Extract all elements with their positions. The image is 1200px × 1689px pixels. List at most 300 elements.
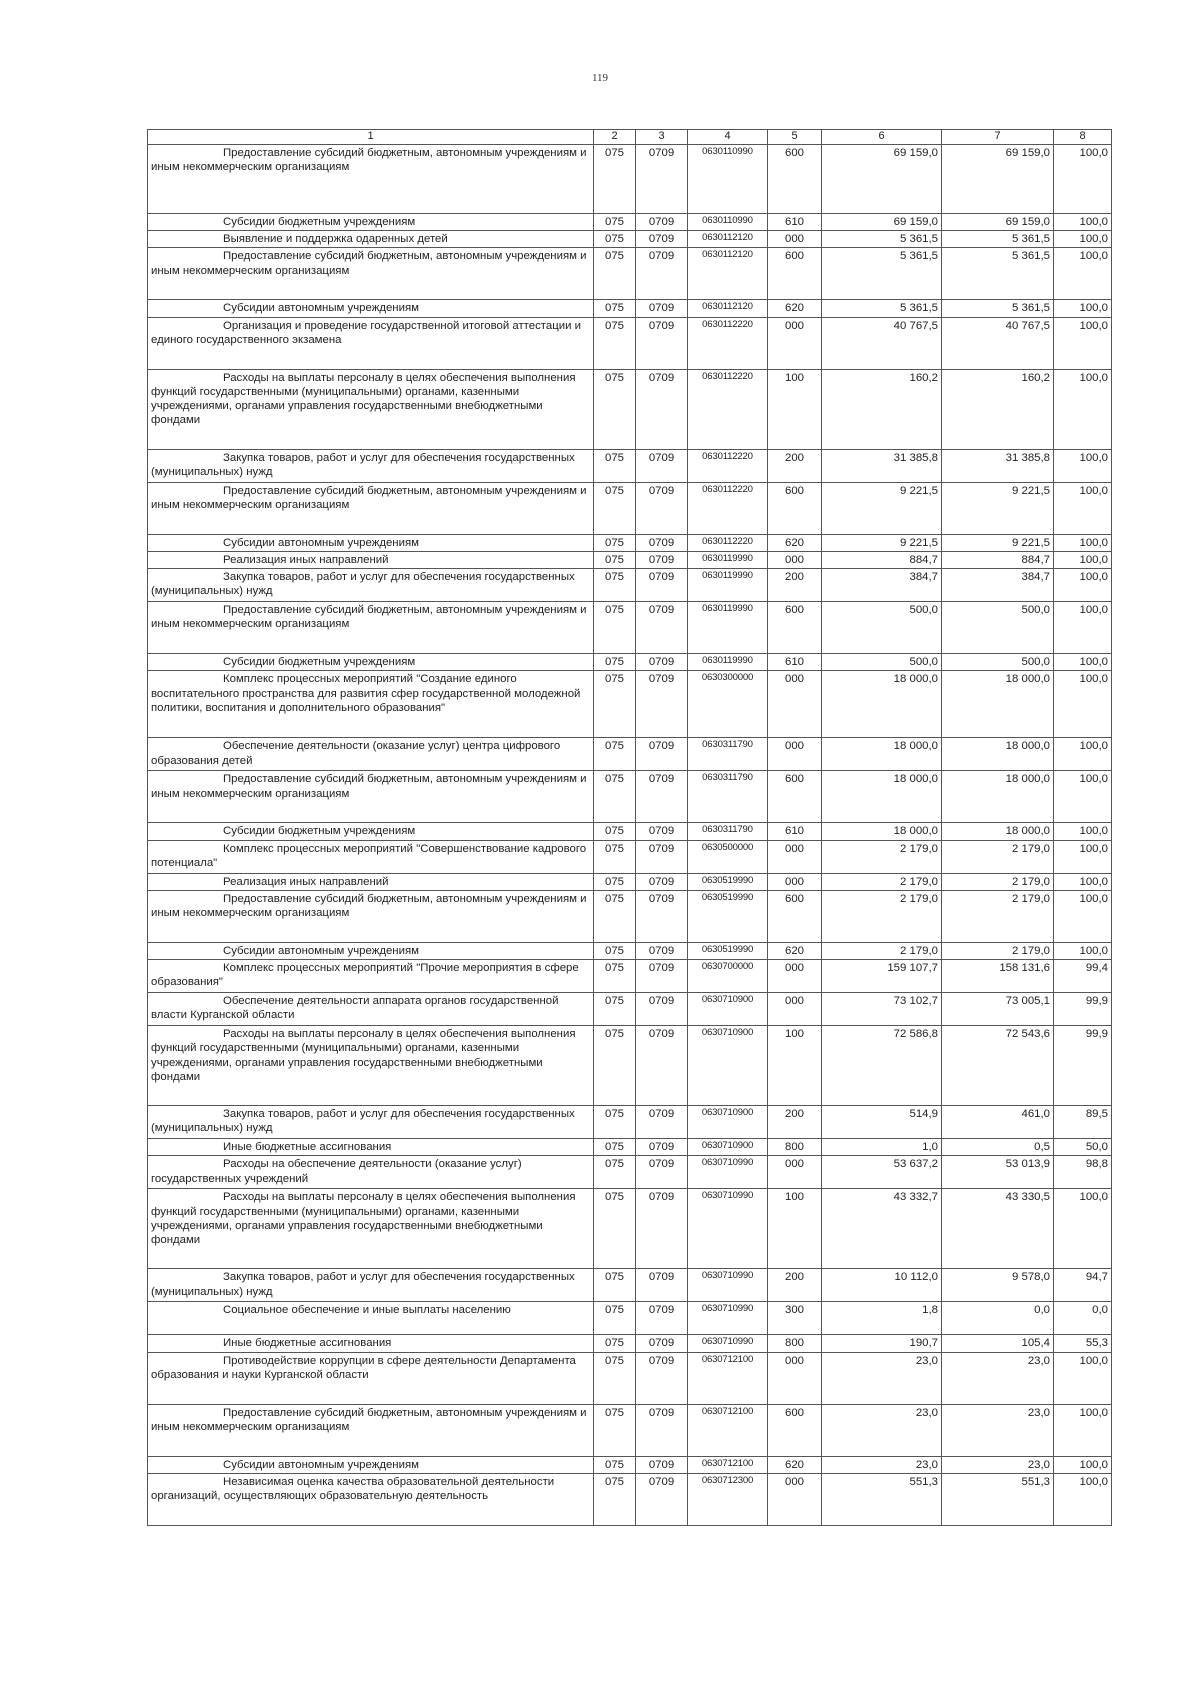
- admin-code: 075: [594, 1106, 636, 1139]
- execution-percent: 100,0: [1054, 144, 1112, 213]
- expense-type-code: 620: [768, 300, 822, 317]
- admin-code: 075: [594, 1139, 636, 1156]
- actual-amount: 2 179,0: [942, 890, 1054, 942]
- target-article-code: 0630311790: [688, 823, 768, 840]
- admin-code: 075: [594, 482, 636, 534]
- expense-type-code: 200: [768, 449, 822, 482]
- section-code: 0709: [636, 1156, 688, 1189]
- row-name-text: Субсидии автономным учреждениям: [223, 1458, 419, 1471]
- target-article-code: 0630300000: [688, 671, 768, 738]
- target-article-code: 0630112220: [688, 317, 768, 369]
- section-code: 0709: [636, 890, 688, 942]
- planned-amount: 10 112,0: [822, 1269, 942, 1302]
- planned-amount: 159 107,7: [822, 960, 942, 993]
- planned-amount: 23,0: [822, 1456, 942, 1473]
- expense-type-code: 000: [768, 231, 822, 248]
- target-article-code: 0630112220: [688, 449, 768, 482]
- expense-type-code: 200: [768, 1106, 822, 1139]
- admin-code: 075: [594, 369, 636, 449]
- section-code: 0709: [636, 1139, 688, 1156]
- target-article-code: 0630112220: [688, 482, 768, 534]
- target-article-code: 0630710900: [688, 993, 768, 1026]
- row-name-text: Комплекс процессных мероприятий "Совершенствование кадрового потенциала": [151, 842, 587, 869]
- expense-type-code: 000: [768, 960, 822, 993]
- execution-percent: 99,9: [1054, 1026, 1112, 1106]
- table-row: [148, 1302, 1112, 1335]
- expense-type-code: 600: [768, 248, 822, 300]
- row-name: [148, 213, 594, 230]
- admin-code: 075: [594, 771, 636, 823]
- section-code: 0709: [636, 771, 688, 823]
- row-name: [148, 144, 594, 213]
- execution-percent: 98,8: [1054, 1156, 1112, 1189]
- section-code: 0709: [636, 213, 688, 230]
- planned-amount: 23,0: [822, 1404, 942, 1456]
- admin-code: 075: [594, 300, 636, 317]
- expense-type-code: 000: [768, 1352, 822, 1404]
- row-name-text: Организация и проведение государственной итоговой аттестации и единого государственного экзамена: [151, 319, 581, 346]
- row-name-text: Комплекс процессных мероприятий "Создание единого воспитательного пространства для развития сфер государственной молодежной политики, воспитания и дополнительного образования": [151, 673, 581, 714]
- row-name-text: Обеспечение деятельности (оказание услуг) центра цифрового образования детей: [151, 740, 561, 767]
- expense-type-code: 610: [768, 213, 822, 230]
- planned-amount: 72 586,8: [822, 1026, 942, 1106]
- admin-code: 075: [594, 144, 636, 213]
- planned-amount: 551,3: [822, 1473, 942, 1525]
- actual-amount: 2 179,0: [942, 942, 1054, 959]
- table-row: [148, 248, 1112, 300]
- row-name-text: Субсидии бюджетным учреждениям: [223, 656, 416, 668]
- actual-amount: 72 543,6: [942, 1026, 1054, 1106]
- admin-code: 075: [594, 1473, 636, 1525]
- row-name: [148, 482, 594, 534]
- section-code: 0709: [636, 1335, 688, 1352]
- target-article-code: 0630119990: [688, 602, 768, 654]
- actual-amount: 31 385,8: [942, 449, 1054, 482]
- target-article-code: 0630119990: [688, 569, 768, 602]
- row-name-text: Выявление и поддержка одаренных детей: [223, 233, 448, 245]
- section-code: 0709: [636, 1269, 688, 1302]
- execution-percent: 100,0: [1054, 840, 1112, 873]
- budget-table: [147, 129, 1112, 1526]
- table-row: [148, 369, 1112, 449]
- planned-amount: 5 361,5: [822, 300, 942, 317]
- target-article-code: 0630710900: [688, 1139, 768, 1156]
- row-name: [148, 1473, 594, 1525]
- target-article-code: 0630112120: [688, 231, 768, 248]
- row-name: [148, 231, 594, 248]
- row-name: [148, 1352, 594, 1404]
- execution-percent: 100,0: [1054, 823, 1112, 840]
- expense-type-code: 000: [768, 1156, 822, 1189]
- execution-percent: 100,0: [1054, 1352, 1112, 1404]
- admin-code: 075: [594, 960, 636, 993]
- section-code: 0709: [636, 551, 688, 568]
- execution-percent: 99,4: [1054, 960, 1112, 993]
- target-article-code: 0630112120: [688, 248, 768, 300]
- row-name: [148, 248, 594, 300]
- section-code: 0709: [636, 1456, 688, 1473]
- actual-amount: 5 361,5: [942, 248, 1054, 300]
- expense-type-code: 620: [768, 942, 822, 959]
- section-code: 0709: [636, 569, 688, 602]
- execution-percent: 100,0: [1054, 654, 1112, 671]
- admin-code: 075: [594, 1404, 636, 1456]
- admin-code: 075: [594, 317, 636, 369]
- planned-amount: 18 000,0: [822, 738, 942, 771]
- row-name: [148, 1156, 594, 1189]
- execution-percent: 0,0: [1054, 1302, 1112, 1335]
- table-row: [148, 317, 1112, 369]
- execution-percent: 100,0: [1054, 1456, 1112, 1473]
- target-article-code: 0630710990: [688, 1156, 768, 1189]
- expense-type-code: 300: [768, 1302, 822, 1335]
- row-name: [148, 449, 594, 482]
- row-name: [148, 671, 594, 738]
- actual-amount: 53 013,9: [942, 1156, 1054, 1189]
- admin-code: 075: [594, 1269, 636, 1302]
- target-article-code: 0630112220: [688, 534, 768, 551]
- row-name-text: Закупка товаров, работ и услуг для обеспечения государственных (муниципальных) нужд: [151, 1108, 575, 1135]
- row-name-text: Закупка товаров, работ и услуг для обеспечения государственных (муниципальных) нужд: [151, 571, 575, 598]
- section-code: 0709: [636, 1473, 688, 1525]
- planned-amount: 18 000,0: [822, 671, 942, 738]
- section-code: 0709: [636, 654, 688, 671]
- actual-amount: 73 005,1: [942, 993, 1054, 1026]
- row-name: [148, 942, 594, 959]
- target-article-code: 0630710900: [688, 1106, 768, 1139]
- expense-type-code: 800: [768, 1139, 822, 1156]
- target-article-code: 0630112120: [688, 300, 768, 317]
- row-name: [148, 300, 594, 317]
- target-article-code: 0630110990: [688, 144, 768, 213]
- row-name-text: Независимая оценка качества образовательной деятельности организаций, осуществляющих образовательную деятельность: [151, 1475, 555, 1502]
- column-header: 5: [768, 130, 822, 145]
- target-article-code: 0630700000: [688, 960, 768, 993]
- actual-amount: 0,0: [942, 1302, 1054, 1335]
- planned-amount: 53 637,2: [822, 1156, 942, 1189]
- planned-amount: 69 159,0: [822, 213, 942, 230]
- admin-code: 075: [594, 993, 636, 1026]
- execution-percent: 94,7: [1054, 1269, 1112, 1302]
- section-code: 0709: [636, 482, 688, 534]
- expense-type-code: 000: [768, 551, 822, 568]
- section-code: 0709: [636, 960, 688, 993]
- column-header: 7: [942, 130, 1054, 145]
- section-code: 0709: [636, 369, 688, 449]
- target-article-code: 0630710900: [688, 1026, 768, 1106]
- execution-percent: 100,0: [1054, 738, 1112, 771]
- execution-percent: 100,0: [1054, 671, 1112, 738]
- planned-amount: 43 332,7: [822, 1189, 942, 1269]
- planned-amount: 500,0: [822, 602, 942, 654]
- expense-type-code: 200: [768, 1269, 822, 1302]
- expense-type-code: 100: [768, 369, 822, 449]
- row-name: [148, 738, 594, 771]
- execution-percent: 100,0: [1054, 317, 1112, 369]
- row-name: [148, 840, 594, 873]
- row-name: [148, 771, 594, 823]
- expense-type-code: 620: [768, 1456, 822, 1473]
- admin-code: 075: [594, 671, 636, 738]
- column-header-row: [148, 130, 1112, 145]
- target-article-code: 0630710990: [688, 1189, 768, 1269]
- row-name-text: Предоставление субсидий бюджетным, автономным учреждениям и иным некоммерческим организациям: [151, 146, 587, 173]
- row-name: [148, 993, 594, 1026]
- admin-code: 075: [594, 654, 636, 671]
- planned-amount: 2 179,0: [822, 873, 942, 890]
- expense-type-code: 610: [768, 654, 822, 671]
- row-name: [148, 1139, 594, 1156]
- expense-type-code: 600: [768, 890, 822, 942]
- actual-amount: 69 159,0: [942, 213, 1054, 230]
- actual-amount: 384,7: [942, 569, 1054, 602]
- planned-amount: 1,0: [822, 1139, 942, 1156]
- row-name: [148, 890, 594, 942]
- table-row: [148, 300, 1112, 317]
- admin-code: 075: [594, 1189, 636, 1269]
- execution-percent: 89,5: [1054, 1106, 1112, 1139]
- row-name-text: Субсидии автономным учреждениям: [223, 536, 419, 549]
- planned-amount: 2 179,0: [822, 942, 942, 959]
- expense-type-code: 610: [768, 823, 822, 840]
- admin-code: 075: [594, 231, 636, 248]
- actual-amount: 551,3: [942, 1473, 1054, 1525]
- actual-amount: 43 330,5: [942, 1189, 1054, 1269]
- actual-amount: 23,0: [942, 1456, 1054, 1473]
- target-article-code: 0630519990: [688, 890, 768, 942]
- section-code: 0709: [636, 449, 688, 482]
- section-code: 0709: [636, 1026, 688, 1106]
- row-name-text: Закупка товаров, работ и услуг для обеспечения государственных (муниципальных) нужд: [151, 1271, 575, 1298]
- admin-code: 075: [594, 551, 636, 568]
- column-header: 6: [822, 130, 942, 145]
- row-name-text: Субсидии бюджетным учреждениям: [223, 825, 416, 838]
- execution-percent: 100,0: [1054, 1473, 1112, 1525]
- table-row: [148, 654, 1112, 671]
- planned-amount: 9 221,5: [822, 482, 942, 534]
- row-name-text: Реализация иных направлений: [223, 553, 389, 566]
- table-row: [148, 551, 1112, 568]
- table-row: [148, 1473, 1112, 1525]
- row-name: [148, 1189, 594, 1269]
- actual-amount: 461,0: [942, 1106, 1054, 1139]
- admin-code: 075: [594, 1456, 636, 1473]
- target-article-code: 0630311790: [688, 771, 768, 823]
- table-row: [148, 449, 1112, 482]
- actual-amount: 105,4: [942, 1335, 1054, 1352]
- row-name: [148, 654, 594, 671]
- table-row: [148, 960, 1112, 993]
- expense-type-code: 200: [768, 569, 822, 602]
- expense-type-code: 000: [768, 671, 822, 738]
- section-code: 0709: [636, 534, 688, 551]
- execution-percent: 100,0: [1054, 1189, 1112, 1269]
- row-name: [148, 823, 594, 840]
- row-name: [148, 960, 594, 993]
- column-header: 1: [148, 130, 594, 145]
- planned-amount: 18 000,0: [822, 823, 942, 840]
- execution-percent: 100,0: [1054, 873, 1112, 890]
- target-article-code: 0630119990: [688, 654, 768, 671]
- admin-code: 075: [594, 840, 636, 873]
- admin-code: 075: [594, 602, 636, 654]
- execution-percent: 99,9: [1054, 993, 1112, 1026]
- actual-amount: 18 000,0: [942, 823, 1054, 840]
- target-article-code: 0630112220: [688, 369, 768, 449]
- admin-code: 075: [594, 890, 636, 942]
- actual-amount: 9 578,0: [942, 1269, 1054, 1302]
- row-name: [148, 569, 594, 602]
- section-code: 0709: [636, 840, 688, 873]
- row-name: [148, 1335, 594, 1352]
- execution-percent: 100,0: [1054, 482, 1112, 534]
- execution-percent: 100,0: [1054, 551, 1112, 568]
- row-name: [148, 1404, 594, 1456]
- actual-amount: 0,5: [942, 1139, 1054, 1156]
- target-article-code: 0630712300: [688, 1473, 768, 1525]
- admin-code: 075: [594, 449, 636, 482]
- section-code: 0709: [636, 602, 688, 654]
- actual-amount: 2 179,0: [942, 873, 1054, 890]
- planned-amount: 40 767,5: [822, 317, 942, 369]
- planned-amount: 884,7: [822, 551, 942, 568]
- table-row: [148, 1189, 1112, 1269]
- table-row: [148, 144, 1112, 213]
- row-name: [148, 1026, 594, 1106]
- actual-amount: 500,0: [942, 654, 1054, 671]
- target-article-code: 0630710990: [688, 1335, 768, 1352]
- expense-type-code: 600: [768, 1404, 822, 1456]
- execution-percent: 100,0: [1054, 213, 1112, 230]
- admin-code: 075: [594, 1302, 636, 1335]
- expense-type-code: 620: [768, 534, 822, 551]
- table-row: [148, 823, 1112, 840]
- target-article-code: 0630311790: [688, 738, 768, 771]
- table-row: [148, 534, 1112, 551]
- column-header: 4: [688, 130, 768, 145]
- expense-type-code: 000: [768, 840, 822, 873]
- table-row: [148, 231, 1112, 248]
- execution-percent: 100,0: [1054, 534, 1112, 551]
- section-code: 0709: [636, 231, 688, 248]
- table-row: [148, 942, 1112, 959]
- row-name: [148, 369, 594, 449]
- target-article-code: 0630712100: [688, 1456, 768, 1473]
- planned-amount: 18 000,0: [822, 771, 942, 823]
- row-name-text: Социальное обеспечение и иные выплаты населению: [223, 1304, 511, 1317]
- execution-percent: 100,0: [1054, 1404, 1112, 1456]
- execution-percent: 100,0: [1054, 449, 1112, 482]
- section-code: 0709: [636, 317, 688, 369]
- actual-amount: 5 361,5: [942, 231, 1054, 248]
- target-article-code: 0630519990: [688, 942, 768, 959]
- execution-percent: 100,0: [1054, 942, 1112, 959]
- row-name-text: Обеспечение деятельности аппарата органов государственной власти Курганской области: [151, 995, 559, 1022]
- target-article-code: 0630712100: [688, 1404, 768, 1456]
- row-name-text: Иные бюджетные ассигнования: [223, 1141, 392, 1153]
- planned-amount: 73 102,7: [822, 993, 942, 1026]
- table-row: [148, 873, 1112, 890]
- section-code: 0709: [636, 942, 688, 959]
- row-name: [148, 551, 594, 568]
- row-name: [148, 534, 594, 551]
- target-article-code: 0630710990: [688, 1302, 768, 1335]
- admin-code: 075: [594, 1026, 636, 1106]
- row-name-text: Расходы на выплаты персоналу в целях обеспечения выполнения функций государственными (муниципальными) органами, казенными учреждениями, органами управления государственными внебюджетными фондами: [151, 371, 576, 427]
- expense-type-code: 100: [768, 1189, 822, 1269]
- admin-code: 075: [594, 1156, 636, 1189]
- planned-amount: 2 179,0: [822, 840, 942, 873]
- row-name-text: Реализация иных направлений: [223, 875, 389, 888]
- admin-code: 075: [594, 823, 636, 840]
- target-article-code: 0630500000: [688, 840, 768, 873]
- planned-amount: 160,2: [822, 369, 942, 449]
- planned-amount: 190,7: [822, 1335, 942, 1352]
- table-row: [148, 993, 1112, 1026]
- expense-type-code: 600: [768, 602, 822, 654]
- expense-type-code: 800: [768, 1335, 822, 1352]
- expense-type-code: 000: [768, 1473, 822, 1525]
- section-code: 0709: [636, 1302, 688, 1335]
- planned-amount: 2 179,0: [822, 890, 942, 942]
- row-name-text: Иные бюджетные ассигнования: [223, 1337, 392, 1350]
- expense-type-code: 000: [768, 317, 822, 369]
- admin-code: 075: [594, 873, 636, 890]
- execution-percent: 55,3: [1054, 1335, 1112, 1352]
- section-code: 0709: [636, 823, 688, 840]
- admin-code: 075: [594, 569, 636, 602]
- planned-amount: 31 385,8: [822, 449, 942, 482]
- table-row: [148, 569, 1112, 602]
- planned-amount: 69 159,0: [822, 144, 942, 213]
- actual-amount: 9 221,5: [942, 482, 1054, 534]
- row-name: [148, 602, 594, 654]
- target-article-code: 0630712100: [688, 1352, 768, 1404]
- actual-amount: 23,0: [942, 1404, 1054, 1456]
- expense-type-code: 000: [768, 738, 822, 771]
- actual-amount: 18 000,0: [942, 671, 1054, 738]
- row-name-text: Комплекс процессных мероприятий "Прочие мероприятия в сфере образования": [151, 962, 579, 989]
- target-article-code: 0630119990: [688, 551, 768, 568]
- actual-amount: 18 000,0: [942, 738, 1054, 771]
- planned-amount: 5 361,5: [822, 231, 942, 248]
- table-row: [148, 771, 1112, 823]
- row-name: [148, 1269, 594, 1302]
- table-row: [148, 1026, 1112, 1106]
- execution-percent: 100,0: [1054, 231, 1112, 248]
- actual-amount: 884,7: [942, 551, 1054, 568]
- planned-amount: 5 361,5: [822, 248, 942, 300]
- table-row: [148, 1269, 1112, 1302]
- row-name-text: Противодействие коррупции в сфере деятельности Департамента образования и науки Курганской области: [151, 1354, 576, 1381]
- expense-type-code: 000: [768, 873, 822, 890]
- row-name-text: Предоставление субсидий бюджетным, автономным учреждениям и иным некоммерческим организациям: [151, 484, 587, 511]
- table-row: [148, 1156, 1112, 1189]
- row-name: [148, 1106, 594, 1139]
- expense-type-code: 600: [768, 771, 822, 823]
- column-header: 8: [1054, 130, 1112, 145]
- section-code: 0709: [636, 993, 688, 1026]
- planned-amount: 514,9: [822, 1106, 942, 1139]
- row-name-text: Субсидии автономным учреждениям: [223, 944, 419, 957]
- execution-percent: 100,0: [1054, 300, 1112, 317]
- row-name: [148, 1456, 594, 1473]
- execution-percent: 100,0: [1054, 248, 1112, 300]
- column-header: 3: [636, 130, 688, 145]
- table-row: [148, 213, 1112, 230]
- row-name-text: Субсидии бюджетным учреждениям: [223, 215, 416, 228]
- section-code: 0709: [636, 1189, 688, 1269]
